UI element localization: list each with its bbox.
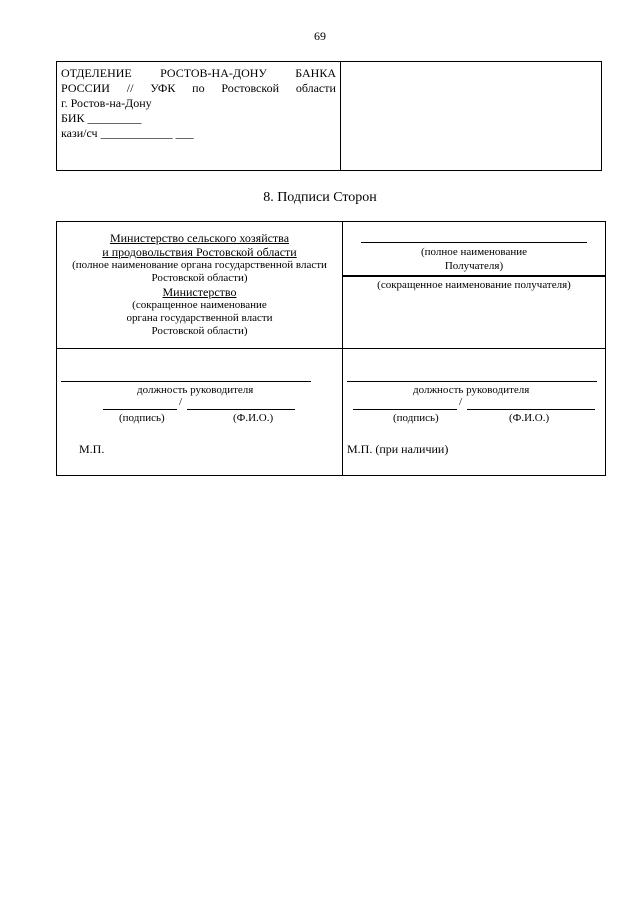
- ministry-short-name-note-2: органа государственной власти: [126, 312, 273, 324]
- ministry-short-name: Министерство: [162, 285, 237, 299]
- recipient-full-name-line: [361, 242, 587, 243]
- bank-word: РОСТОВ-НА-ДОНУ: [160, 66, 267, 80]
- signature-label: (подпись): [393, 412, 439, 424]
- ministry-cell: [57, 222, 343, 348]
- recipient-short-name-line: [343, 275, 605, 277]
- bank-word: Ростовской: [221, 81, 280, 95]
- signatures-table: [56, 221, 606, 476]
- signatures-row: [57, 349, 605, 475]
- ministry-short-name-note-1: (сокращенное наименование: [132, 299, 267, 311]
- bank-word: РОССИИ: [61, 81, 110, 95]
- bank-word: УФК: [150, 81, 176, 95]
- fio-label: (Ф.И.О.): [233, 412, 274, 424]
- bank-line-1: [61, 66, 336, 81]
- position-line: [61, 381, 311, 382]
- ministry-short-name-note-3: Ростовской области): [151, 325, 248, 337]
- bank-word: БАНКА: [295, 66, 336, 80]
- signature-line: [353, 409, 457, 410]
- bank-empty-cell: [341, 62, 601, 170]
- section-title: 8. Подписи Сторон: [263, 190, 377, 205]
- bank-word: по: [192, 81, 205, 95]
- page-number: 69: [314, 29, 326, 43]
- recipient-short-name-note: (сокращенное наименование получателя): [377, 279, 571, 291]
- stamp-label: М.П. (при наличии): [347, 442, 449, 456]
- bank-details-cell: [57, 62, 341, 170]
- recipient-signature-cell: [343, 349, 605, 475]
- bank-word: //: [126, 81, 134, 95]
- fio-line: [467, 409, 595, 410]
- signature-line: [103, 409, 177, 410]
- ministry-signature-cell: [57, 349, 343, 475]
- bank-city: г. Ростов-на-Дону: [61, 96, 152, 110]
- bik-field: БИК _________: [61, 111, 142, 125]
- recipient-cell: [343, 222, 605, 348]
- slash: /: [179, 396, 183, 408]
- recipient-full-name-note-2: Получателя): [444, 260, 504, 272]
- slash: /: [459, 396, 463, 408]
- bank-line-2: [61, 81, 336, 96]
- ministry-full-name-note-2: Ростовской области): [151, 272, 248, 284]
- signature-label: (подпись): [119, 412, 165, 424]
- ministry-name-line-1: Министерство сельского хозяйства: [109, 231, 290, 245]
- fio-line: [187, 409, 295, 410]
- ministry-full-name-note-1: (полное наименование органа государственной власти: [72, 259, 327, 271]
- position-line: [347, 381, 597, 382]
- ministry-name-line-2: и продовольствия Ростовской области: [102, 245, 297, 259]
- bank-word: области: [295, 81, 336, 95]
- bank-word: ОТДЕЛЕНИЕ: [61, 66, 132, 80]
- recipient-full-name-note-1: (полное наименование: [420, 246, 528, 258]
- fio-label: (Ф.И.О.): [509, 412, 550, 424]
- position-label: должность руководителя: [137, 384, 254, 396]
- account-field: кази/сч ____________ ___: [61, 126, 194, 140]
- position-label: должность руководителя: [413, 384, 530, 396]
- parties-row: [57, 222, 605, 349]
- bank-details-table: [56, 61, 602, 171]
- stamp-label: М.П.: [79, 442, 105, 456]
